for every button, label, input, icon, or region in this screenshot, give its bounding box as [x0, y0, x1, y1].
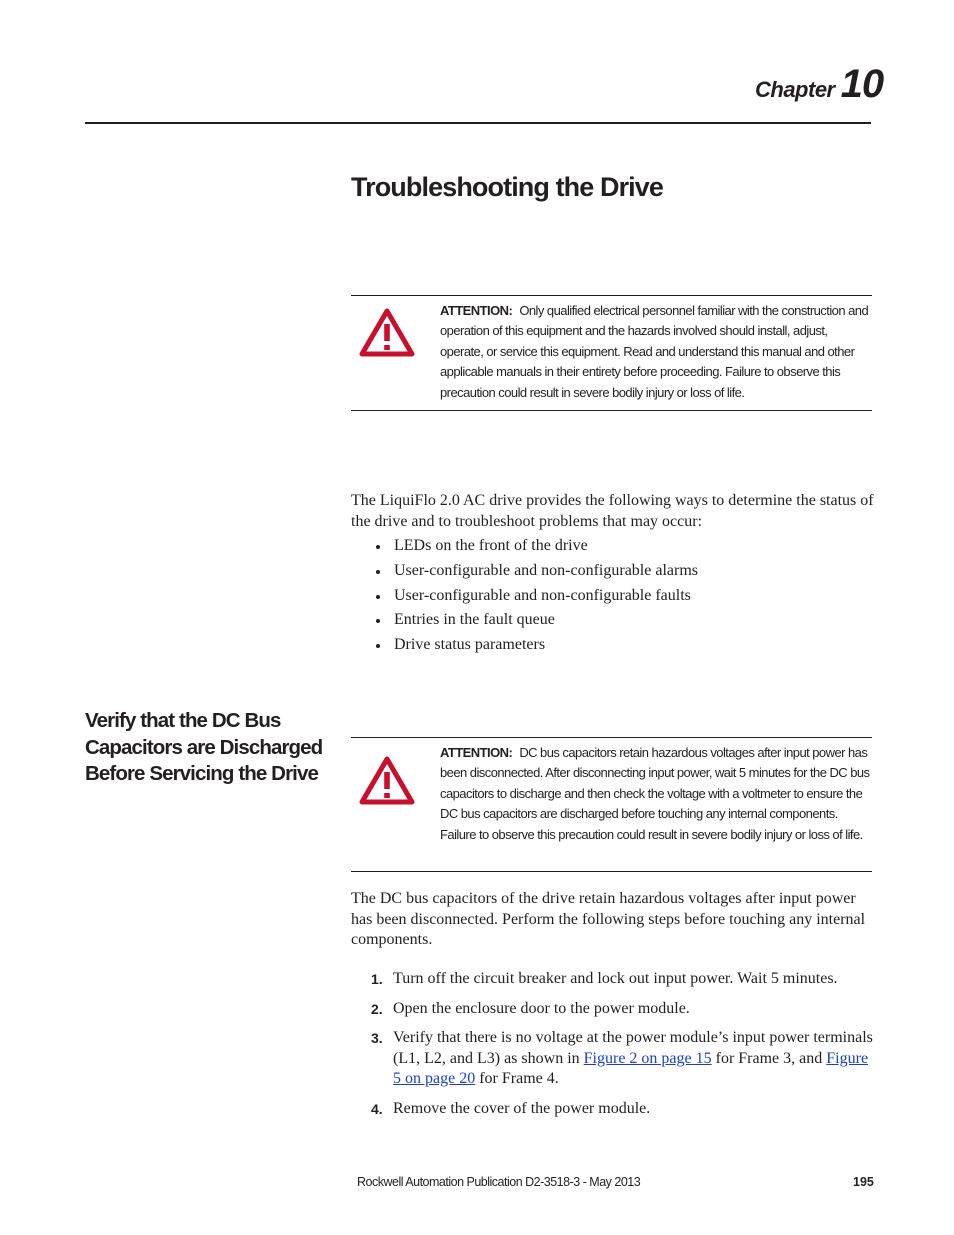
procedure-steps [371, 969, 876, 1119]
status-methods-list [373, 536, 698, 660]
step-number: 3. [371, 1030, 383, 1046]
list-item: Entries in the fault queue [373, 610, 698, 635]
step-number: 2. [371, 1000, 383, 1017]
attention-body: DC bus capacitors retain hazardous voltages after input power has been disconnected. After disconnecting input power, wait 5 minutes for the DC bus capacitors to discharge and then check the voltage with a voltmeter to ensure the DC bus capacitors are discharged before touching any internal components. Failure to observe this precaution could result in severe bodily injury or loss of life. [440, 745, 870, 842]
step-text: Open the enclosure door to the power module. [393, 999, 690, 1017]
step-item [371, 999, 876, 1020]
footer-page-number: 195 [853, 1175, 874, 1189]
figure-5-link[interactable]: Figure 5 on page 20 [393, 1049, 869, 1087]
chapter-number: 10 [840, 62, 884, 106]
step-item [371, 969, 876, 990]
attention-label: ATTENTION: [440, 303, 513, 318]
step-number: 4. [371, 1100, 383, 1117]
page-title: Troubleshooting the Drive [351, 172, 664, 202]
step-text: Remove the cover of the power module. [393, 1099, 651, 1117]
footer-publication: Rockwell Automation Publication D2-3518-3 - May 2013 [357, 1175, 641, 1189]
step-text-pre: Verify that there is no voltage at the power module’s input power terminals (L1, L2, and L3) as shown in [393, 1029, 873, 1067]
list-item: Drive status parameters [373, 635, 698, 660]
list-item: User-configurable and non-configurable faults [373, 586, 698, 611]
step-text-post: for Frame 4. [475, 1070, 559, 1087]
step-item [371, 1028, 876, 1090]
attention-text [440, 301, 870, 403]
chapter-label: Chapter [755, 77, 835, 102]
step-item [371, 1099, 876, 1120]
chapter-rule [85, 122, 871, 124]
step-text-mid: for Frame 3, and [711, 1049, 827, 1067]
warning-triangle-icon [359, 756, 415, 806]
intro-paragraph: The LiquiFlo 2.0 AC drive provides the following ways to determine the status of the drive and to troubleshoot problems that may occur: [351, 492, 874, 530]
dc-bus-paragraph: The DC bus capacitors of the drive retain hazardous voltages after input power has been disconnected. Perform the following steps before touching any internal components. [351, 890, 866, 948]
list-item: User-configurable and non-configurable alarms [373, 561, 698, 586]
attention-box-dc-bus [351, 737, 872, 872]
chapter-heading [755, 62, 883, 107]
attention-label: ATTENTION: [440, 745, 513, 760]
attention-box-qualified-personnel [351, 295, 872, 411]
figure-2-link[interactable]: Figure 2 on page 15 [583, 1049, 712, 1067]
section-heading: Verify that the DC Bus Capacitors are Discharged Before Servicing the Drive [85, 709, 323, 785]
attention-text [440, 743, 870, 845]
attention-body: Only qualified electrical personnel familiar with the construction and operation of this equipment and the hazards involved should install, adjust, operate, or service this equipment. Read and understand this manual and other applicable manuals in their entirety before proceeding. Failure to observe this precaution could result in severe bodily injury or loss of life. [440, 303, 869, 400]
warning-triangle-icon [359, 308, 415, 358]
step-number: 1. [371, 971, 383, 987]
list-item: LEDs on the front of the drive [373, 536, 698, 561]
step-text: Turn off the circuit breaker and lock out input power. Wait 5 minutes. [393, 970, 838, 987]
